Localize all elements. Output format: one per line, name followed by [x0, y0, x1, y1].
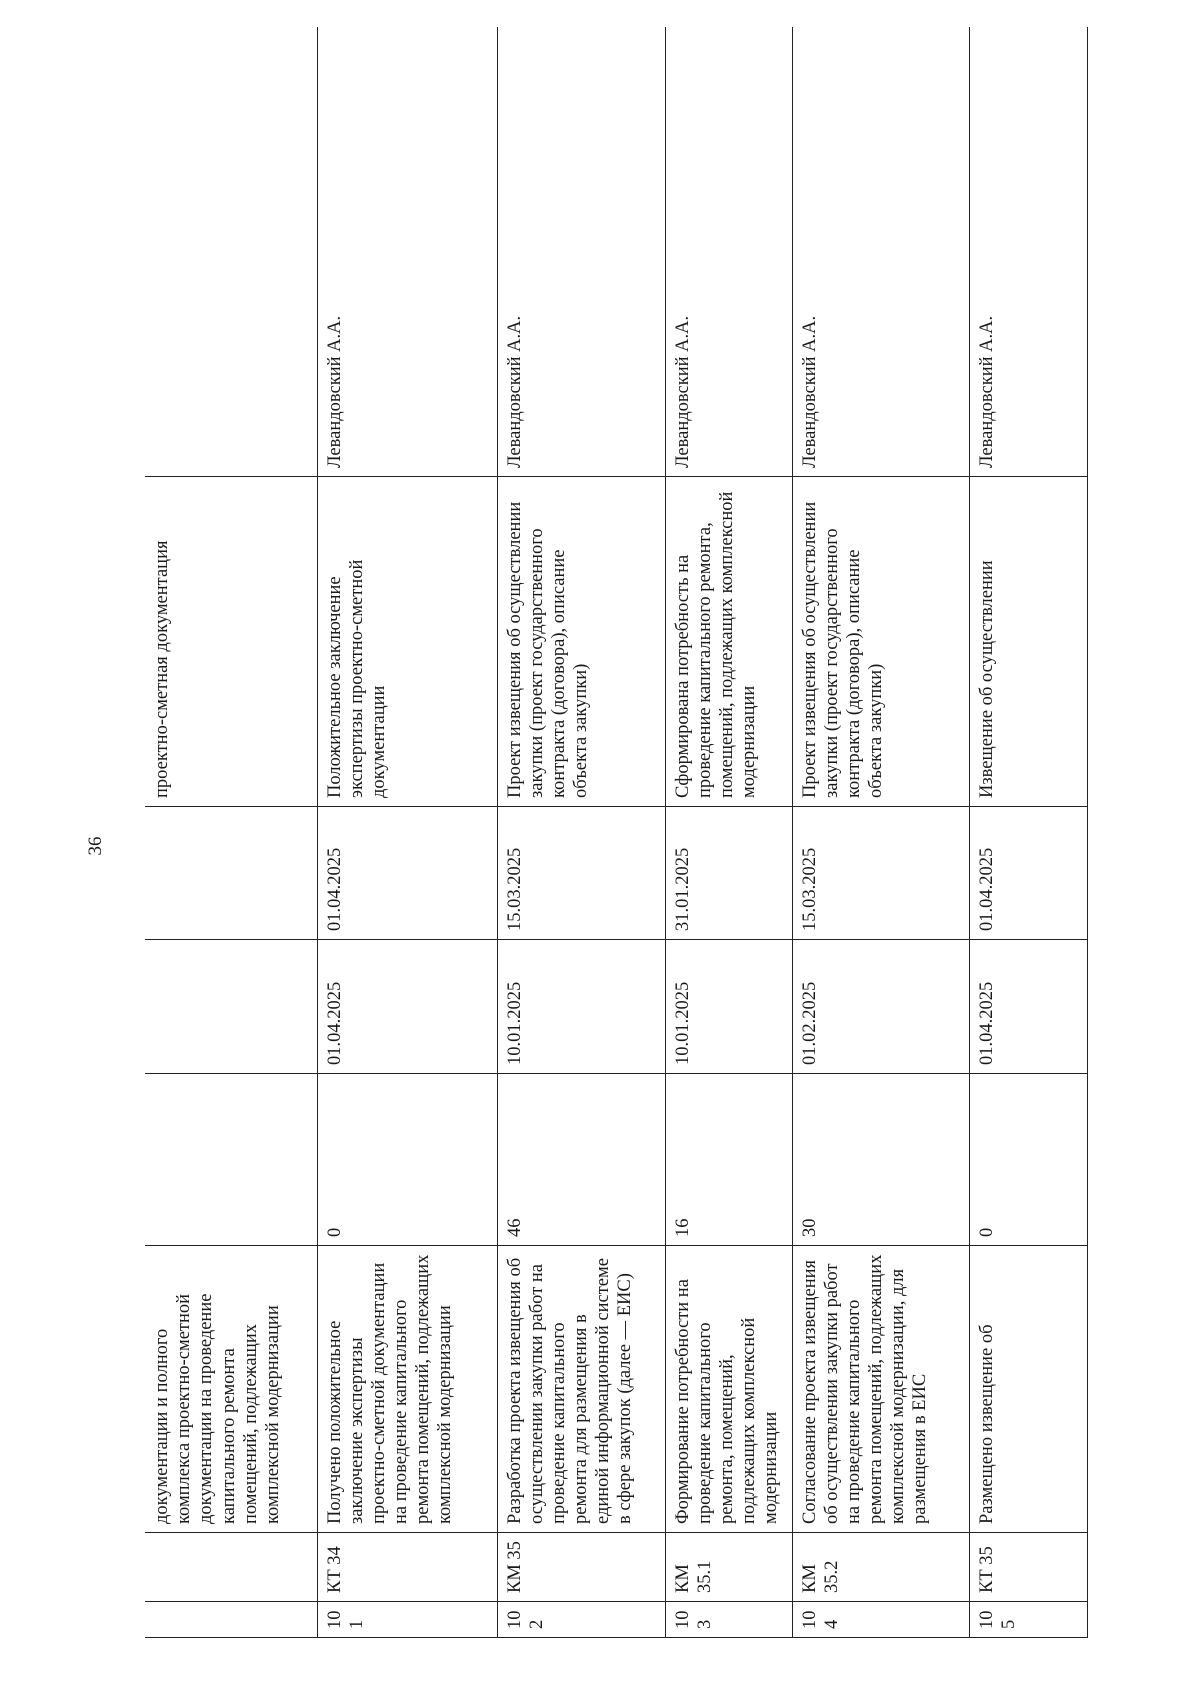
- cell-end: [145, 807, 317, 940]
- cell-responsible: Левандовский А.А.: [497, 28, 665, 477]
- cell-result: проектно-сметная документация: [145, 477, 317, 807]
- cell-end: 15.03.2025: [792, 807, 969, 940]
- cell-start: 01.04.2025: [317, 940, 497, 1074]
- cell-code: КТ 34: [317, 1533, 497, 1602]
- cell-result: Проект извещения об осуществлении закупки (проект государственного контракта (договора), описание объекта закупки): [792, 477, 969, 807]
- cell-duration: 0: [969, 1074, 1087, 1246]
- cell-responsible: Левандовский А.А.: [665, 28, 792, 477]
- cell-end: 31.01.2025: [665, 807, 792, 940]
- cell-duration: [145, 1074, 317, 1246]
- cell-start: 01.02.2025: [792, 940, 969, 1074]
- table-row: [145, 28, 317, 1638]
- table-row: [665, 28, 792, 1638]
- cell-duration: 0: [317, 1074, 497, 1246]
- table-row: [317, 28, 497, 1638]
- plan-table: [145, 28, 1088, 1639]
- cell-event: документации и полного комплекса проектно-сметной документации на проведение капитального ремонта помещений, подлежащих комплексной модернизации: [145, 1246, 317, 1533]
- cell-event: Получено положительное заключение экспертизы проектно-сметной документации на проведение капитального ремонта помещений, подлежащих комплексной модернизации: [317, 1246, 497, 1533]
- cell-result: Положительное заключение экспертизы проектно-сметной документации: [317, 477, 497, 807]
- cell-no: 104: [792, 1602, 969, 1638]
- cell-no: [145, 1602, 317, 1638]
- cell-end: 15.03.2025: [497, 807, 665, 940]
- cell-no: 101: [317, 1602, 497, 1638]
- cell-responsible: Левандовский А.А.: [969, 28, 1087, 477]
- cell-code: КМ 35: [497, 1533, 665, 1602]
- cell-code: КМ 35.2: [792, 1533, 969, 1602]
- cell-end: 01.04.2025: [317, 807, 497, 940]
- cell-code: КМ 35.1: [665, 1533, 792, 1602]
- cell-duration: 46: [497, 1074, 665, 1246]
- cell-no: 102: [497, 1602, 665, 1638]
- cell-code: КТ 35: [969, 1533, 1087, 1602]
- cell-start: 10.01.2025: [497, 940, 665, 1074]
- rotated-table-container: [145, 28, 1087, 1638]
- cell-duration: 16: [665, 1074, 792, 1246]
- cell-event: Формирование потребности на проведение капитального ремонта, помещений, подлежащих комплексной модернизации: [665, 1246, 792, 1533]
- cell-result: Проект извещения об осуществлении закупки (проект государственного контракта (договора), описание объекта закупки): [497, 477, 665, 807]
- cell-duration: 30: [792, 1074, 969, 1246]
- cell-no: 105: [969, 1602, 1087, 1638]
- cell-event: Разработка проекта извещения об осуществлении закупки работ на проведение капитального ремонта для размещения в единой информационной системе в сфере закупок (далее — ЕИС): [497, 1246, 665, 1533]
- cell-no: 103: [665, 1602, 792, 1638]
- cell-code: [145, 1533, 317, 1602]
- cell-result: Сформирована потребность на проведение капитального ремонта, помещений, подлежащих комплексной модернизации: [665, 477, 792, 807]
- table-row: [792, 28, 969, 1638]
- page-number: 36: [85, 836, 106, 856]
- cell-event: Согласование проекта извещения об осуществлении закупки работ на проведение капитального ремонта помещений, подлежащих комплексной модернизации, для размещения в ЕИС: [792, 1246, 969, 1533]
- cell-start: 10.01.2025: [665, 940, 792, 1074]
- cell-end: 01.04.2025: [969, 807, 1087, 940]
- cell-responsible: [145, 28, 317, 477]
- cell-start: [145, 940, 317, 1074]
- cell-start: 01.04.2025: [969, 940, 1087, 1074]
- cell-responsible: Левандовский А.А.: [792, 28, 969, 477]
- cell-responsible: Левандовский А.А.: [317, 28, 497, 477]
- cell-event: Размещено извещение об: [969, 1246, 1087, 1533]
- table-row: [497, 28, 665, 1638]
- table-row: [969, 28, 1087, 1638]
- cell-result: Извещение об осуществлении: [969, 477, 1087, 807]
